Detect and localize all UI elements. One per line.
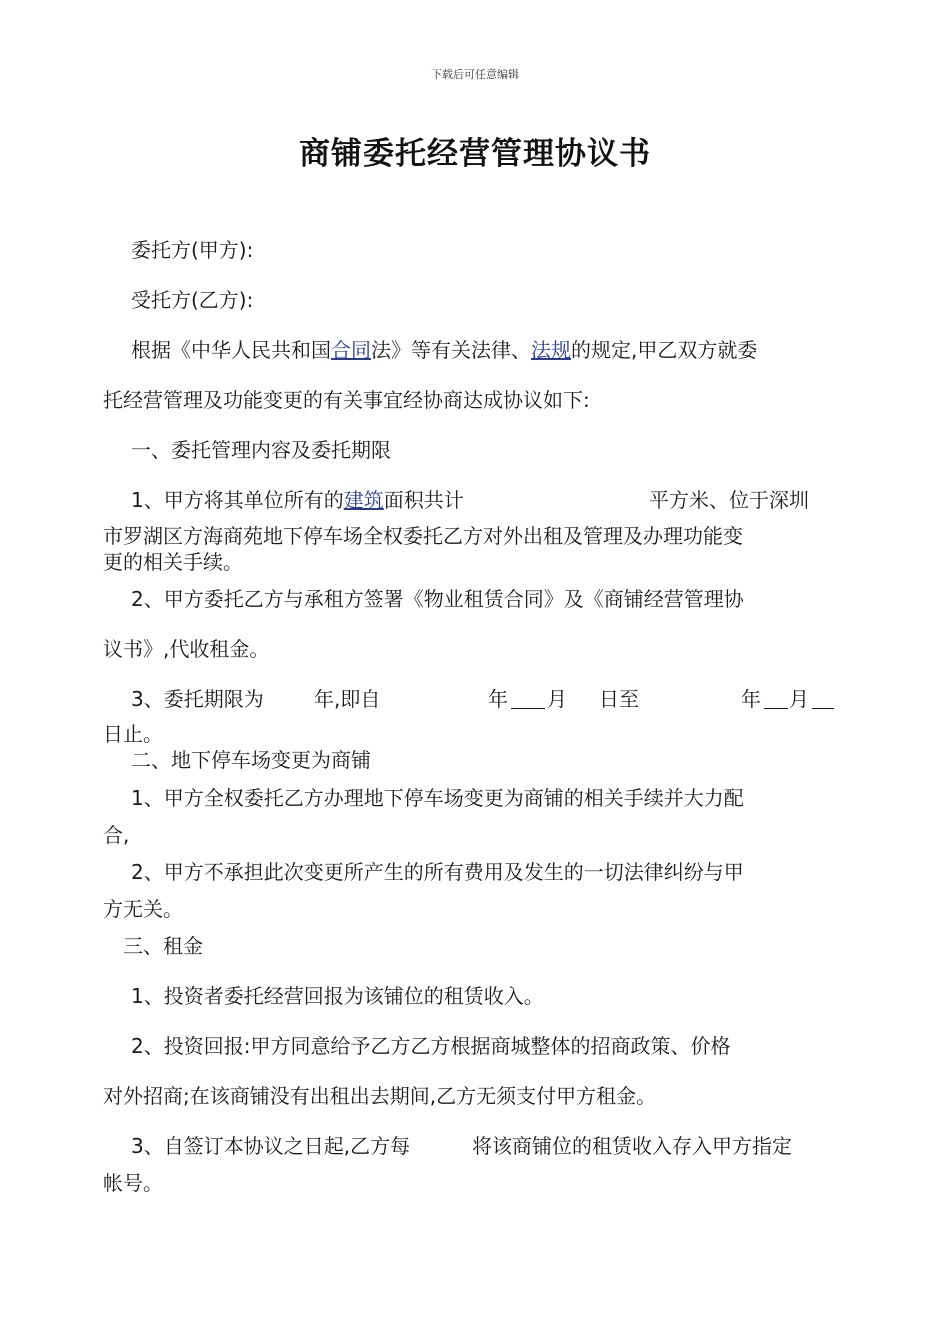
payment-text-b: 将该商铺位的租赁收入存入甲方指定 — [472, 1134, 792, 1158]
item1-text-a: 1、甲方将其单位所有的 — [131, 488, 344, 512]
section2-heading: 二、地下停车场变更为商铺 — [131, 748, 371, 772]
section1-item1-line1 — [131, 488, 835, 512]
start-day-label: 日至 — [599, 687, 639, 711]
preamble-text-c: 的规定,甲乙双方就委 — [571, 338, 758, 362]
end-day-blank — [812, 690, 834, 709]
item1-text-c: 平方米、位于深圳 — [649, 488, 809, 512]
end-month-blank — [764, 690, 788, 709]
section1-item2-line1: 2、甲方委托乙方与承租方签署《物业租赁合同》及《商铺经营管理协 — [131, 587, 744, 611]
section3-item2-line2: 对外招商;在该商铺没有出租出去期间,乙方无须支付甲方租金。 — [103, 1084, 657, 1108]
end-month-label: 月 — [789, 687, 809, 711]
section3-item3-line2: 帐号。 — [103, 1171, 163, 1195]
section3-heading: 三、租金 — [123, 934, 203, 958]
preamble-line-2: 托经营管理及功能变更的有关事宜经协商达成协议如下: — [103, 388, 590, 412]
section2-item1-line2: 合, — [103, 823, 130, 847]
section1-item1-line3: 更的相关手续。 — [103, 550, 243, 574]
start-month-label: 月 — [547, 687, 567, 711]
preamble-line-1 — [131, 338, 835, 362]
section2-item1-line1: 1、甲方全权委托乙方办理地下停车场变更为商铺的相关手续并大力配 — [131, 786, 744, 810]
header-note: 下载后可任意编辑 — [431, 68, 519, 81]
preamble-text-b: 法》等有关法律、 — [371, 338, 531, 362]
item1-text-b: 面积共计 — [383, 488, 464, 512]
principal-party-line: 委托方(甲方): — [131, 238, 254, 262]
section2-item2-line2: 方无关。 — [103, 897, 183, 921]
contract-law-link[interactable]: 合同 — [331, 338, 371, 362]
section2-item2-line1: 2、甲方不承担此次变更所产生的所有费用及发生的一切法律纠纷与甲 — [131, 860, 744, 884]
section3-item1: 1、投资者委托经营回报为该铺位的租赁收入。 — [131, 984, 544, 1008]
section1-item3-line2: 日止。 — [103, 722, 163, 746]
agent-party-line: 受托方(乙方): — [131, 288, 254, 312]
preamble-text-a: 根据《中华人民共和国 — [131, 338, 331, 362]
regulations-link[interactable]: 法规 — [531, 338, 571, 362]
payment-text-a: 3、自签订本协议之日起,乙方每 — [131, 1134, 411, 1158]
term-text-a: 3、委托期限为 — [131, 687, 264, 711]
section3-item2-line1: 2、投资回报:甲方同意给予乙方乙方根据商城整体的招商政策、价格 — [131, 1034, 731, 1058]
term-text-b: 年,即自 — [314, 687, 381, 711]
start-year-label: 年 — [488, 687, 508, 711]
document-title: 商铺委托经营管理协议书 — [299, 136, 651, 172]
start-month-blank — [511, 690, 545, 709]
section1-item1-line2: 市罗湖区方海商苑地下停车场全权委托乙方对外出租及管理及办理功能变 — [103, 524, 743, 548]
end-year-label: 年 — [741, 687, 761, 711]
section1-item2-line2: 议书》,代收租金。 — [103, 637, 270, 661]
section1-heading: 一、委托管理内容及委托期限 — [131, 438, 391, 462]
building-link[interactable]: 建筑 — [343, 488, 384, 512]
